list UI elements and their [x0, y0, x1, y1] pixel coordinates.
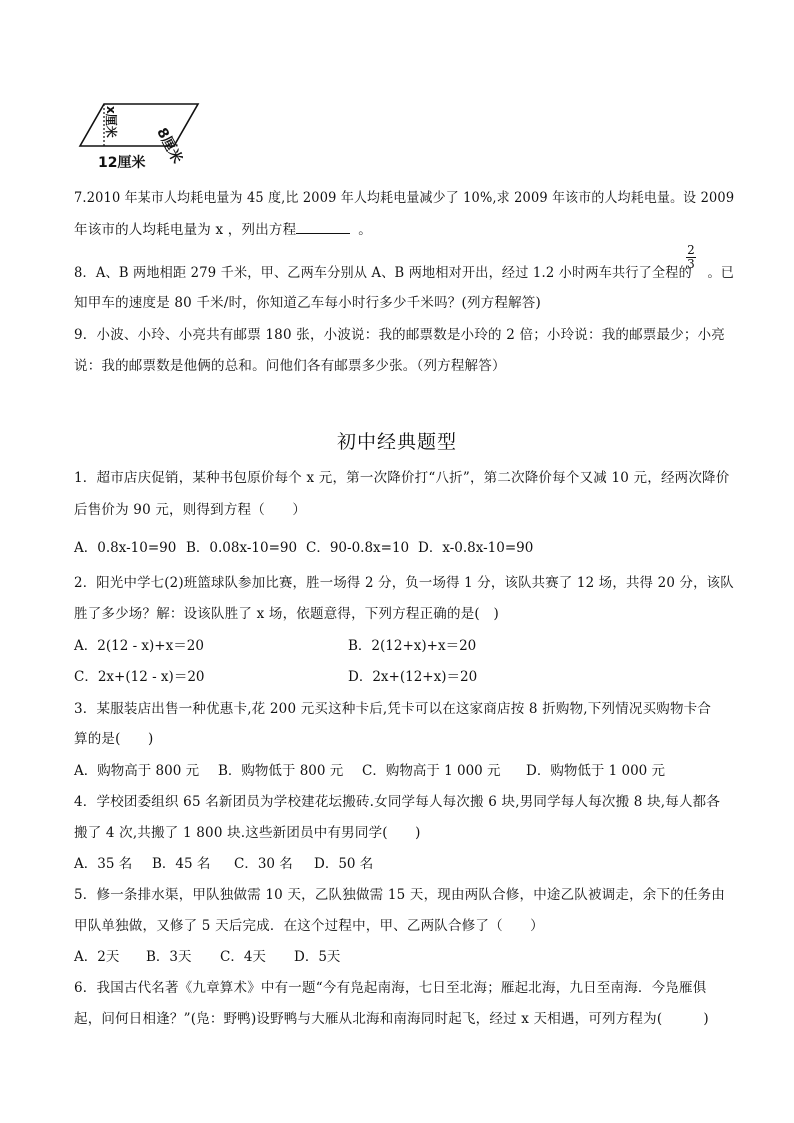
q4-option-c: C．30 名: [234, 856, 293, 872]
q8-line2: 知甲车的速度是 80 千米/时，你知道乙车每小时行多少千米吗？(列方程解答): [74, 295, 541, 311]
q4-line2: 搬了 4 次,共搬了 1 800 块.这些新团员中有男同学( ): [74, 825, 421, 841]
height-label: x厘米: [104, 106, 118, 138]
q7-line2-end: 。: [358, 222, 372, 238]
q3-line1: 3．某服装店出售一种优惠卡,花 200 元买这种卡后,凭卡可以在这家商店按 8 折购物,下列情况买购物卡合: [74, 701, 712, 717]
q2-line1: 2．阳光中学七(2)班篮球队参加比赛，胜一场得 2 分，负一场得 1 分，该队共赛了 12 场，共得 20 分，该队: [74, 575, 734, 591]
q8-fraction-denominator: 3: [687, 257, 695, 271]
q2-line2: 胜了多少场？解：设该队胜了 x 场，依题意得，下列方程正确的是( ): [74, 606, 500, 622]
q7-line2: [74, 218, 372, 238]
q6-line1: 6．我国古代名著《九章算术》中有一题“今有凫起南海，七日至北海；雁起北海，九日至南海．今凫雁俱: [74, 980, 707, 996]
base-label: 12厘米: [98, 155, 146, 171]
q9-line2: 说：我的邮票数是他俩的总和。问他们各有邮票多少张。（列方程解答）: [74, 358, 506, 374]
q3-option-a: A．购物高于 800 元: [74, 763, 200, 779]
q2-option-b: B．2(12+x)+x＝20: [348, 638, 477, 654]
q4-option-d: D．50 名: [314, 856, 374, 872]
q1-option-a: A．0.8x-10=90: [74, 540, 177, 556]
q2-option-a: A．2(12 - x)+x＝20: [74, 638, 204, 654]
q2-option-d: D．2x+(12+x)＝20: [348, 669, 478, 685]
side-label: 8厘米: [153, 125, 186, 167]
q8-line1-end: 。已: [707, 265, 735, 281]
q5-line2: 甲队单独做，又修了 5 天后完成．在这个过程中，甲、乙两队合修了（ ）: [74, 918, 544, 934]
q8-line1-text: 8．A、B 两地相距 279 千米，甲、乙两车分别从 A、B 两地相对开出，经过 1.2 小时两车共行了全程的: [74, 265, 692, 281]
q8-fraction-numerator: 2: [687, 243, 695, 257]
q4-option-b: B．45 名: [152, 856, 211, 872]
q1-option-c: C．90-0.8x=10: [306, 540, 410, 556]
q8-fraction: [686, 244, 696, 270]
q7-line2-text: 年该市的人均耗电量为 x ，列出方程: [74, 222, 297, 238]
q3-option-b: B．购物低于 800 元: [218, 763, 344, 779]
q5-option-d: D．5天: [294, 949, 341, 965]
q8-line1: [74, 261, 734, 281]
q3-line2: 算的是( ): [74, 731, 154, 747]
q6-line2: 起，问何日相逢？”(凫：野鸭)设野鸭与大雁从北海和南海同时起飞，经过 x 天相遇，可列方程为( ): [74, 1011, 709, 1027]
q7-line1: 7.2010 年某市人均耗电量为 45 度,比 2009 年人均耗电量减少了 10%,求 2009 年该市的人均耗电量。设 2009: [74, 190, 735, 206]
q1-option-b: B．0.08x-10=90: [186, 540, 298, 556]
q3-option-c: C．购物高于 1 000 元: [362, 763, 501, 779]
q5-line1: 5．修一条排水渠，甲队独做需 10 天，乙队独做需 15 天，现由两队合修，中途乙队被调走，余下的任务由: [74, 887, 726, 903]
q1-line2: 后售价为 90 元，则得到方程（ ）: [74, 502, 307, 518]
q1-option-d: D．x-0.8x-10=90: [418, 540, 534, 556]
parallelogram-outline: [80, 104, 198, 146]
q9-line1: 9．小波、小玲、小亮共有邮票 180 张，小波说：我的邮票数是小玲的 2 倍；小玲说：我的邮票最少；小亮: [74, 327, 726, 343]
q4-line1: 4．学校团委组织 65 名新团员为学校建花坛搬砖.女同学每人每次搬 6 块,男同学每人每次搬 8 块,每人都各: [74, 794, 721, 810]
q3-option-d: D．购物低于 1 000 元: [526, 763, 666, 779]
section-title: 初中经典题型: [336, 431, 457, 453]
q5-option-c: C．4天: [220, 949, 266, 965]
q5-option-b: B．3天: [146, 949, 192, 965]
q1-line1: 1．超市店庆促销，某种书包原价每个 x 元，第一次降价打“八折”，第二次降价每个又减 10 元，经两次降价: [74, 470, 730, 486]
parallelogram-figure: [68, 96, 208, 176]
q2-option-c: C．2x+(12 - x)＝20: [74, 669, 205, 685]
q5-option-a: A．2天: [74, 949, 120, 965]
q4-option-a: A．35 名: [74, 856, 133, 872]
q7-answer-blank: [296, 221, 350, 234]
